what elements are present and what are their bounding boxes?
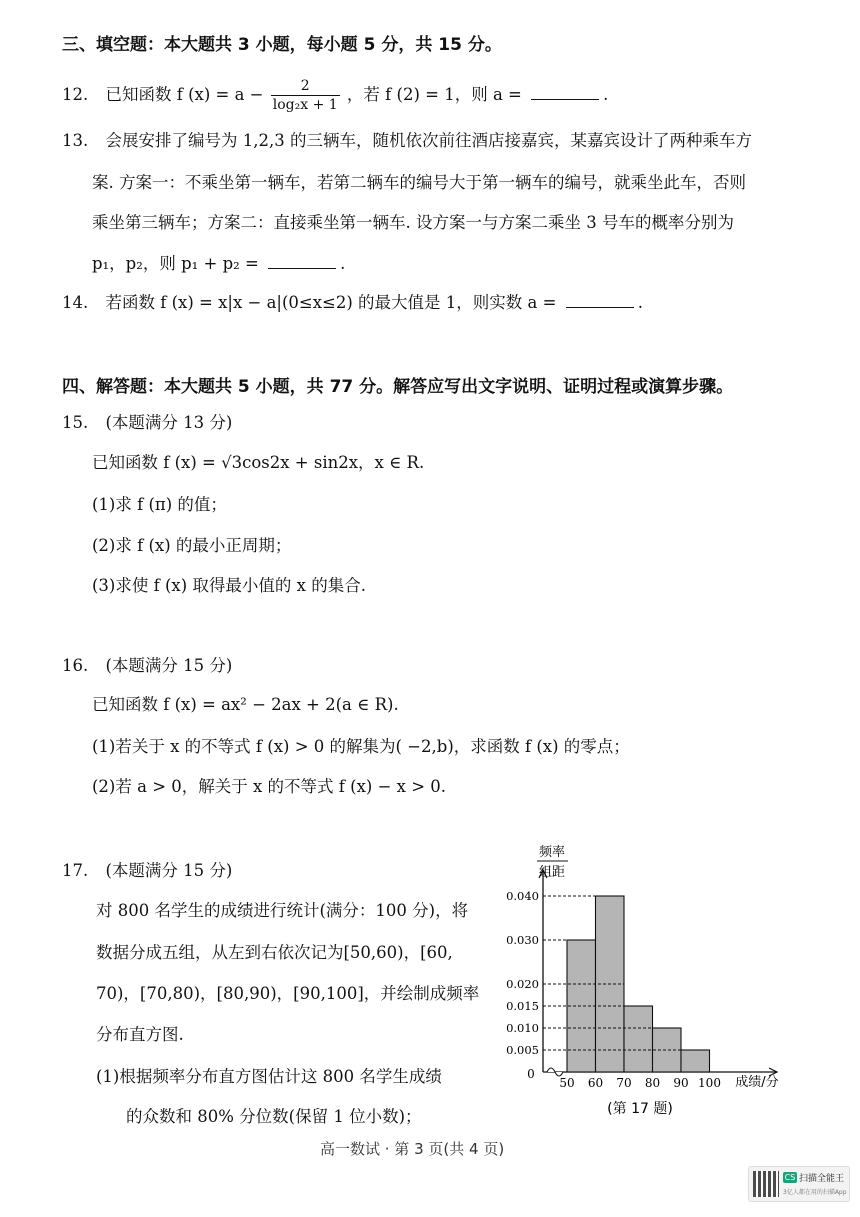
x-tick-label: 90 [673,1076,689,1090]
q13-end: . [340,254,346,273]
page-footer: 高一数试 · 第 3 页(共 4 页) [320,1140,505,1158]
question-12 [62,77,608,114]
q17-score: (本题满分 15 分) [105,861,233,880]
qr-code-icon [753,1171,779,1197]
q16-part2: (2)若 a > 0，解关于 x 的不等式 f (x) − x > 0. [92,777,447,796]
q15-part3: (3)求使 f (x) 取得最小值的 x 的集合. [92,576,366,595]
q16-stem: 已知函数 f (x) = ax² − 2ax + 2(a ∈ R). [92,695,399,714]
histogram-bar [653,1028,682,1072]
q14-text: 若函数 f (x) = x|x − a|(0≤x≤2) 的最大值是 1，则实数 a = [105,293,557,312]
badge-title: 扫描全能王 [799,1174,845,1184]
histogram-bar [681,1050,710,1072]
origin-label: 0 [527,1067,535,1081]
q15-part1: (1)求 f (π) 的值； [92,495,227,514]
q17-line3: 70)，[70,80)，[80,90)，[90,100]，并绘制成频率 [96,984,480,1003]
q16-part1: (1)若关于 x 的不等式 f (x) > 0 的解集为( −2,b)，求函数 f (x) 的零点； [92,737,630,756]
x-axis-label: 成绩/分 [735,1075,779,1090]
q17-part1-line2: 的众数和 80% 分位数(保留 1 位小数)； [126,1107,422,1126]
question-16 [62,655,232,676]
histogram-bar [567,940,596,1072]
question-17 [62,860,232,881]
question-number: 13. [62,131,89,150]
x-tick-label: 60 [587,1076,604,1090]
y-tick-label: 0.010 [506,1021,539,1035]
question-15 [62,412,232,433]
answer-blank [268,254,336,269]
y-tick-label: 0.040 [506,889,539,903]
histogram-bar [624,1006,653,1072]
x-tick-label: 100 [698,1076,721,1090]
badge-subtitle: 3亿人都在用的扫描App [783,1189,847,1196]
question-number: 12. [62,85,89,105]
section-heading-fill-in: 三、填空题：本大题共 3 小题，每小题 5 分，共 15 分。 [62,35,502,55]
histogram-y-ticks [506,889,539,1057]
q14-end: . [637,293,643,312]
cs-logo-icon: CS [784,1173,796,1182]
y-axis-label-top: 频率 [538,845,566,860]
y-tick-label: 0.030 [506,933,539,947]
y-tick-label: 0.005 [506,1043,539,1057]
q12-end: . [603,85,609,105]
x-tick-label: 70 [616,1076,632,1090]
frequency-histogram [495,840,795,1130]
q15-stem: 已知函数 f (x) = √3cos2x + sin2x，x ∈ R. [92,453,425,472]
q12-fraction-numerator: 2 [271,77,340,96]
question-14 [62,292,643,313]
y-tick-label: 0.015 [506,999,539,1013]
axis-break-icon [547,1068,563,1076]
question-number: 17. [62,861,89,880]
question-13 [62,130,752,151]
q12-fraction [271,77,340,114]
question-number: 15. [62,413,89,432]
x-tick-label: 50 [559,1076,575,1090]
q12-fraction-denominator: log₂x + 1 [272,97,338,114]
scanner-watermark-badge [748,1166,850,1202]
answer-blank [566,293,634,308]
histogram-x-ticks [559,1076,721,1090]
chart-caption: (第 17 题) [607,1101,673,1117]
q12-suffix: ，若 f (2) = 1，则 a = [346,85,522,105]
answer-blank [531,85,599,100]
q17-line4: 分布直方图. [96,1025,184,1044]
question-number: 16. [62,656,89,675]
q17-line1: 对 800 名学生的成绩进行统计(满分：100 分)，将 [96,901,469,920]
q13-line4-wrap [92,253,345,274]
q13-line4: p₁，p₂，则 p₁ + p₂ = [92,254,259,273]
y-tick-label: 0.020 [506,977,539,991]
q13-line1: 会展安排了编号为 1,2,3 的三辆车，随机依次前往酒店接嘉宾，某嘉宾设计了两种乘车方 [105,131,752,150]
q17-part1-line1: (1)根据频率分布直方图估计这 800 名学生成绩 [96,1067,442,1086]
q17-line2: 数据分成五组，从左到右依次记为[50,60)，[60, [96,943,453,962]
q16-score: (本题满分 15 分) [105,656,233,675]
q12-prefix: 已知函数 f (x) = a − [105,85,264,105]
q15-score: (本题满分 13 分) [105,413,233,432]
q13-line2: 案. 方案一：不乘坐第一辆车，若第二辆车的编号大于第一辆车的编号，就乘坐此车，否则 [92,173,746,192]
section-heading-solve: 四、解答题：本大题共 5 小题，共 77 分。解答应写出文字说明、证明过程或演算步骤。 [62,377,734,397]
x-tick-label: 80 [644,1076,661,1090]
q15-part2: (2)求 f (x) 的最小正周期； [92,536,292,555]
question-number: 14. [62,293,89,312]
q13-line3: 乘坐第三辆车；方案二：直接乘坐第一辆车. 设方案一与方案二乘坐 3 号车的概率分别为 [92,213,734,232]
y-axis-label-bottom: 组距 [538,865,566,880]
